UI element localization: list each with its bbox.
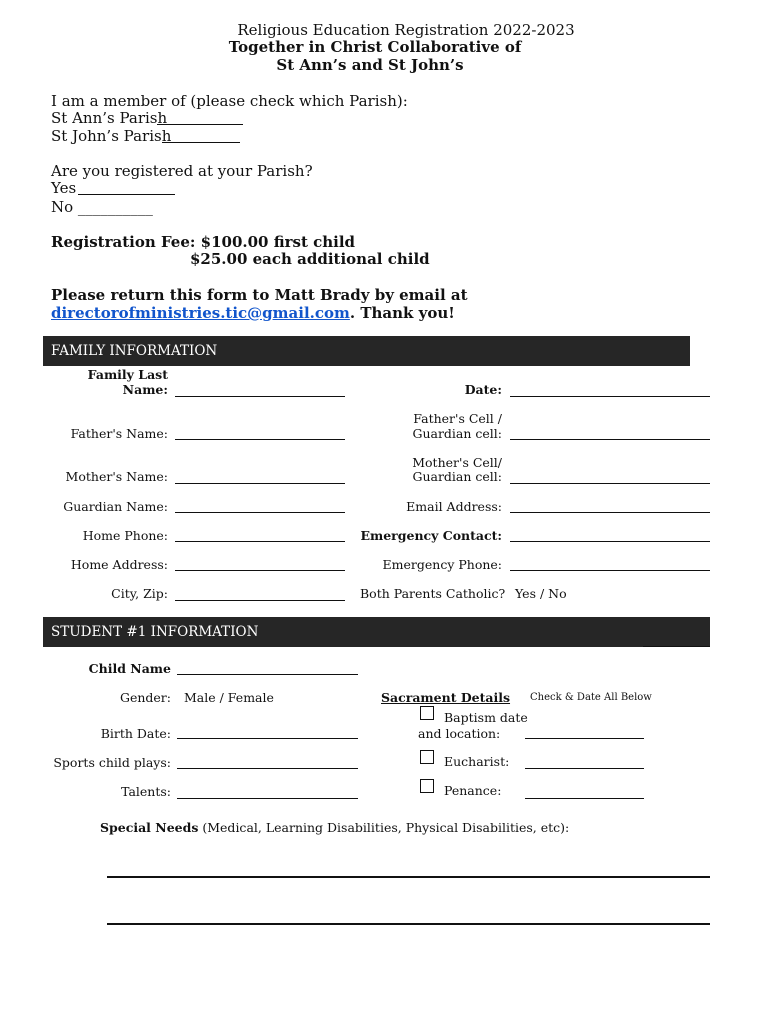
st-john-parish-label: St John’s Parish [51, 127, 172, 145]
gender-label: Gender: [119, 690, 171, 705]
family-last-name-field[interactable] [175, 396, 345, 397]
registered-yes-field[interactable] [78, 194, 175, 195]
registered-question: Are you registered at your Parish? [51, 162, 313, 180]
return-instructions: Please return this form to Matt Brady by email at [51, 286, 468, 304]
both-catholic-label: Both Parents Catholic? [360, 586, 506, 601]
sacrament-note: Check & Date All Below [530, 692, 652, 703]
father-cell-label-1: Father's Cell / [413, 411, 502, 426]
emergency-contact-label: Emergency Contact: [360, 528, 502, 543]
mother-cell-label-1: Mother's Cell/ [412, 455, 502, 470]
father-cell-label-2: Guardian cell: [412, 426, 502, 441]
email-address-field[interactable] [510, 512, 710, 513]
eucharist-field[interactable] [525, 768, 644, 769]
registered-yes-label: Yes [51, 179, 77, 197]
registered-no-label: No __________ [51, 198, 153, 216]
st-ann-parish-label: St Ann’s Parish [51, 109, 168, 127]
special-needs-label: Special Needs [100, 820, 199, 835]
membership-question: I am a member of (please check which Parish): [51, 92, 408, 110]
mother-name-field[interactable] [175, 483, 345, 484]
special-needs-field-2[interactable] [107, 923, 710, 925]
st-ann-parish-field[interactable] [157, 124, 243, 125]
form-subtitle-parishes: St Ann’s and St John’s [276, 56, 464, 74]
return-email-line [51, 304, 455, 322]
city-zip-label: City, Zip: [111, 586, 168, 601]
home-address-label: Home Address: [70, 557, 168, 572]
mother-cell-label-2: Guardian cell: [412, 469, 502, 484]
family-last-label-2: Name: [122, 382, 168, 397]
home-phone-field[interactable] [175, 541, 345, 542]
guardian-name-field[interactable] [175, 512, 345, 513]
form-subtitle: Together in Christ Collaborative of [228, 38, 522, 56]
email-address-label: Email Address: [406, 499, 502, 514]
city-zip-field[interactable] [175, 600, 345, 601]
form-title: Religious Education Registration 2022-2023 [237, 21, 575, 39]
registration-fee: Registration Fee: $100.00 first child [51, 233, 356, 251]
special-needs-line [100, 820, 569, 835]
talents-field[interactable] [177, 798, 358, 799]
emergency-phone-field[interactable] [510, 570, 710, 571]
date-field[interactable] [510, 396, 710, 397]
baptism-label-2: and location: [418, 726, 501, 741]
child-name-label: Child Name [88, 661, 171, 676]
penance-checkbox[interactable] [420, 779, 434, 793]
sacrament-details-heading: Sacrament Details [381, 690, 511, 705]
mother-cell-field[interactable] [510, 483, 710, 484]
thanks-text: . Thank you! [349, 304, 455, 322]
date-label: Date: [464, 382, 502, 397]
registration-fee-additional: $25.00 each additional child [190, 250, 430, 268]
emergency-contact-field[interactable] [510, 541, 710, 542]
gender-options[interactable]: Male / Female [184, 690, 274, 705]
email-link[interactable]: directorofministries.tic@gmail.com [51, 304, 350, 322]
baptism-checkbox[interactable] [420, 706, 434, 720]
baptism-field[interactable] [525, 738, 644, 739]
sports-field[interactable] [177, 768, 358, 769]
emergency-phone-label: Emergency Phone: [382, 557, 502, 572]
penance-label: Penance: [444, 783, 502, 798]
st-john-parish-field[interactable] [162, 142, 240, 143]
baptism-label-1: Baptism date [444, 710, 528, 725]
guardian-name-label: Guardian Name: [63, 499, 168, 514]
sports-label: Sports child plays: [53, 755, 171, 770]
header-underline [643, 646, 710, 647]
father-name-label: Father's Name: [70, 426, 168, 441]
special-needs-note: (Medical, Learning Disabilities, Physical Disabilities, etc): [198, 820, 570, 835]
child-name-field[interactable] [177, 674, 358, 675]
student-information-header: STUDENT #1 INFORMATION [43, 617, 710, 647]
eucharist-label: Eucharist: [444, 754, 510, 769]
eucharist-checkbox[interactable] [420, 750, 434, 764]
both-catholic-options[interactable]: Yes / No [515, 586, 567, 601]
penance-field[interactable] [525, 798, 644, 799]
birth-date-field[interactable] [177, 738, 358, 739]
home-phone-label: Home Phone: [82, 528, 168, 543]
special-needs-field-1[interactable] [107, 876, 710, 878]
father-cell-field[interactable] [510, 439, 710, 440]
home-address-field[interactable] [175, 570, 345, 571]
talents-label: Talents: [121, 784, 171, 799]
birth-date-label: Birth Date: [100, 726, 171, 741]
father-name-field[interactable] [175, 439, 345, 440]
family-last-label-1: Family Last [87, 367, 168, 382]
family-information-header: FAMILY INFORMATION [43, 336, 690, 366]
mother-name-label: Mother's Name: [65, 469, 168, 484]
